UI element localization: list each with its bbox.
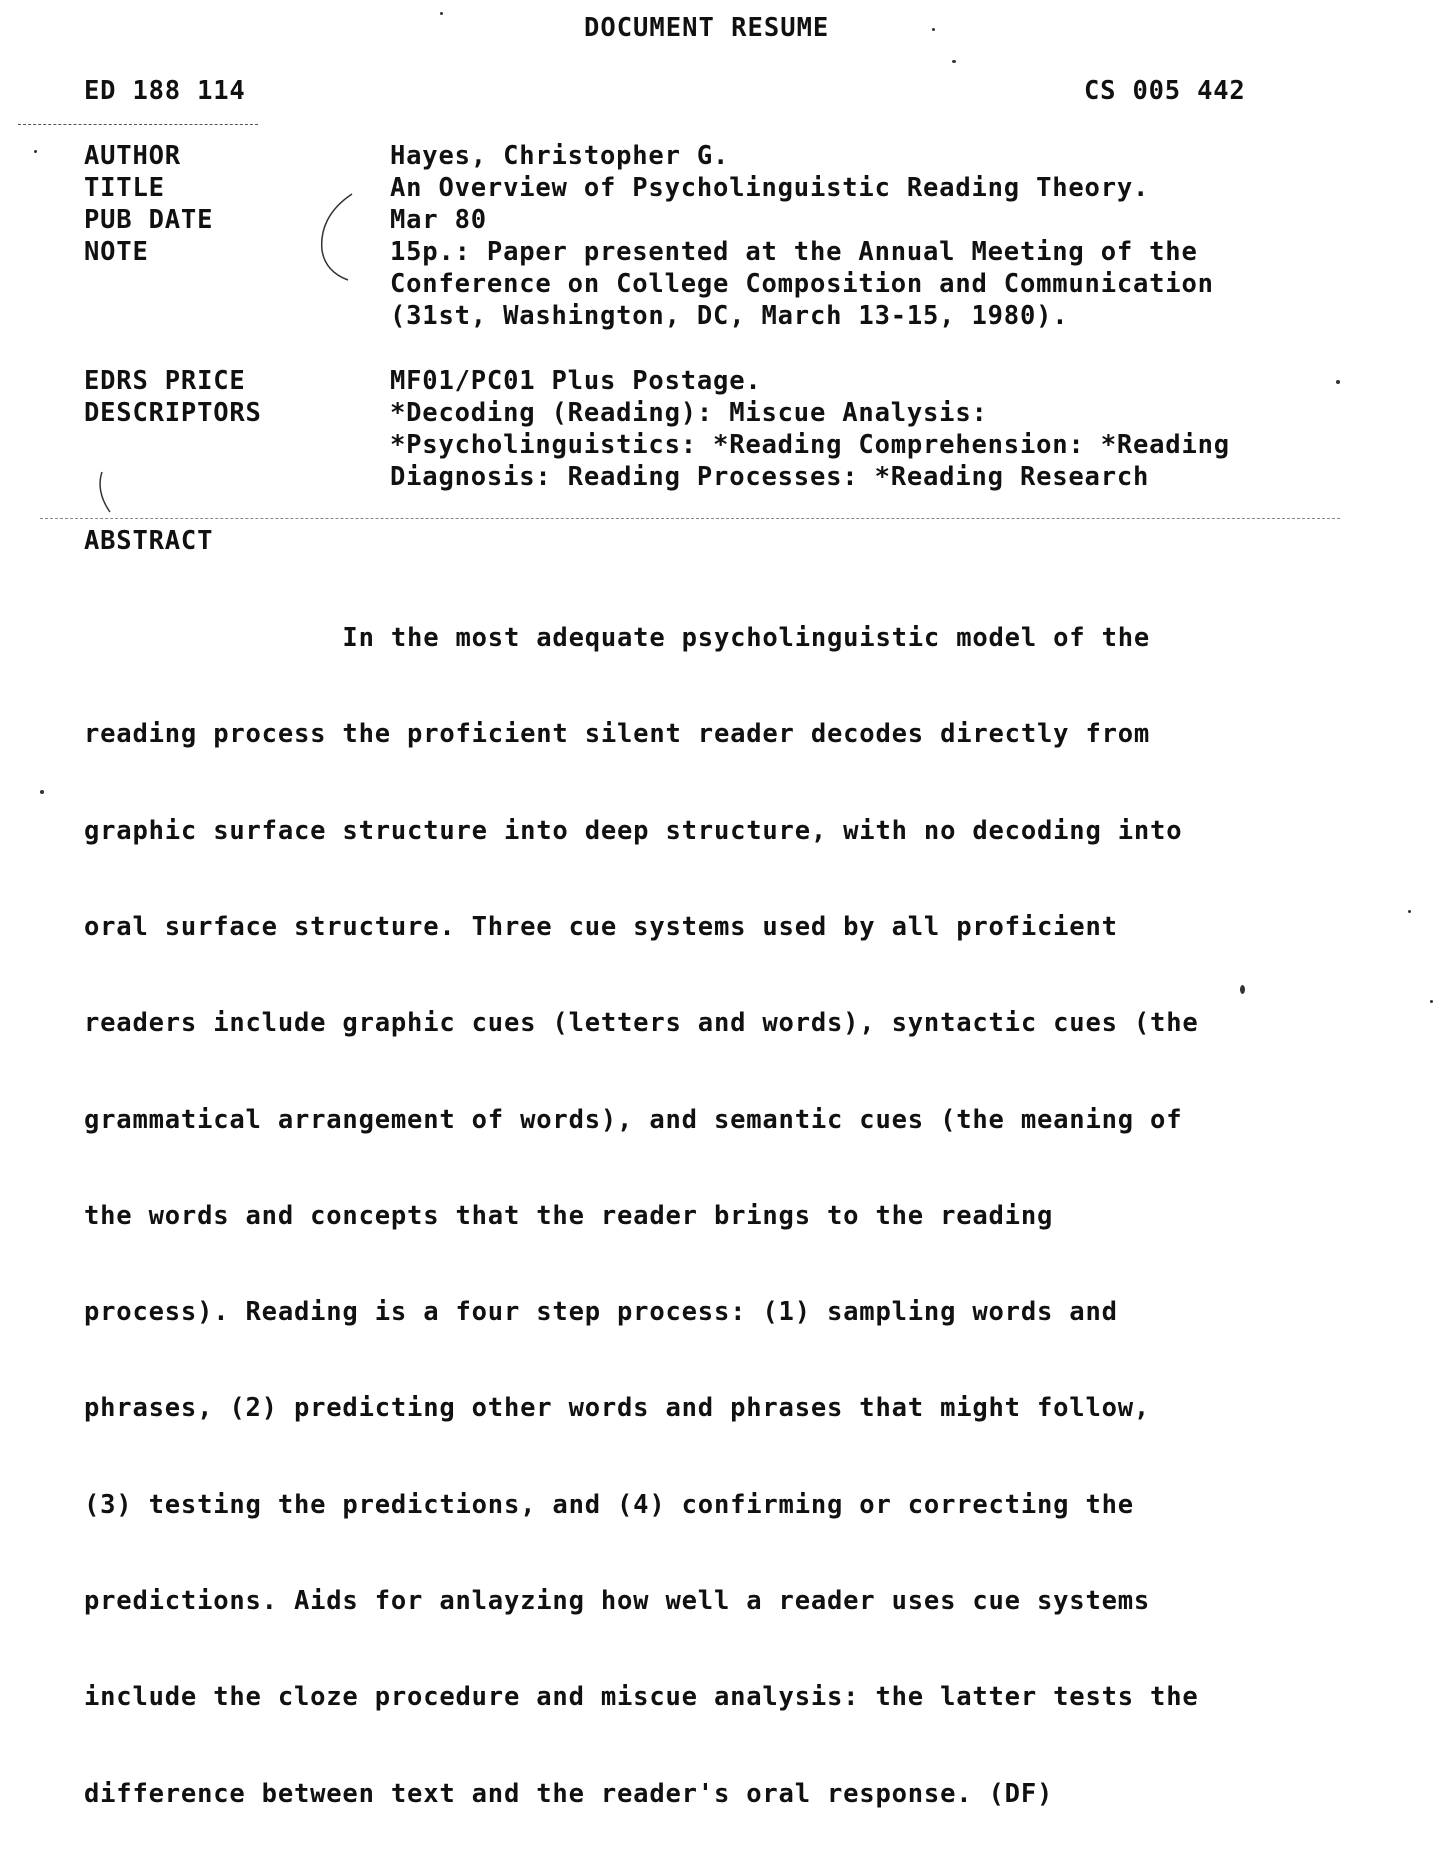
abstract-line: include the cloze procedure and miscue analysis: the latter tests the <box>84 1682 1199 1713</box>
top-divider <box>18 124 258 125</box>
abstract-line: phrases, (2) predicting other words and phrases that might follow, <box>84 1393 1151 1424</box>
abstract-label: ABSTRACT <box>84 526 214 556</box>
scan-speck <box>1430 1000 1433 1003</box>
pub-date-value: Mar 80 <box>390 205 487 235</box>
note-line: Conference on College Composition and Communication <box>390 269 1214 299</box>
abstract-line: reading process the proficient silent reader decodes directly from <box>84 719 1151 750</box>
abstract-body <box>84 558 1414 1874</box>
abstract-line: (3) testing the predictions, and (4) confirming or correcting the <box>84 1489 1134 1520</box>
abstract-line: the words and concepts that the reader brings to the reading <box>84 1200 1054 1231</box>
abstract-line: predictions. Aids for anlayzing how well a reader uses cue systems <box>84 1586 1151 1616</box>
abstract-line: graphic surface structure into deep structure, with no decoding into <box>84 815 1183 846</box>
ed-number: ED 188 114 <box>84 76 246 106</box>
descriptors-line: Diagnosis: Reading Processes: *Reading Research <box>390 462 1150 492</box>
edrs-price-label: EDRS PRICE <box>84 366 246 396</box>
author-value: Hayes, Christopher G. <box>390 141 730 171</box>
abstract-line: oral surface structure. Three cue systems used by all proficient <box>84 912 1118 943</box>
note-line: 15p.: Paper presented at the Annual Meeting of the <box>390 237 1198 267</box>
edrs-price-value: MF01/PC01 Plus Postage. <box>390 366 762 396</box>
abstract-line: In the most adequate psycholinguistic model of the <box>84 623 1151 654</box>
scan-bracket-mark <box>96 470 116 515</box>
author-label: AUTHOR <box>84 141 181 171</box>
abstract-line: readers include graphic cues (letters and words), syntactic cues (the <box>84 1008 1199 1039</box>
descriptors-line: *Psycholinguistics: *Reading Comprehension: *Reading <box>390 430 1230 460</box>
document-heading: DOCUMENT RESUME <box>584 13 830 43</box>
cs-number: CS 005 442 <box>1084 76 1246 106</box>
descriptors-line: *Decoding (Reading): Miscue Analysis: <box>390 398 988 428</box>
scan-speck <box>34 150 37 153</box>
scan-speck <box>932 28 935 31</box>
note-label: NOTE <box>84 237 149 267</box>
title-value: An Overview of Psycholinguistic Reading Theory. <box>390 173 1150 203</box>
abstract-line: process). Reading is a four step process: (1) sampling words and <box>84 1297 1118 1328</box>
scan-speck <box>1408 910 1411 913</box>
scan-speck <box>1336 380 1340 384</box>
note-line: (31st, Washington, DC, March 13-15, 1980). <box>390 301 1069 331</box>
scan-speck <box>952 60 956 63</box>
section-divider <box>40 518 1340 519</box>
scan-bracket-mark <box>318 190 358 285</box>
scan-speck <box>1240 985 1245 994</box>
pub-date-label: PUB DATE <box>84 205 214 235</box>
abstract-line: difference between text and the reader's oral response. (DF) <box>84 1778 1054 1809</box>
scan-speck <box>40 790 44 794</box>
scan-speck <box>440 12 443 15</box>
abstract-line: grammatical arrangement of words), and semantic cues (the meaning of <box>84 1104 1183 1135</box>
descriptors-label: DESCRIPTORS <box>84 398 262 428</box>
title-label: TITLE <box>84 173 165 203</box>
